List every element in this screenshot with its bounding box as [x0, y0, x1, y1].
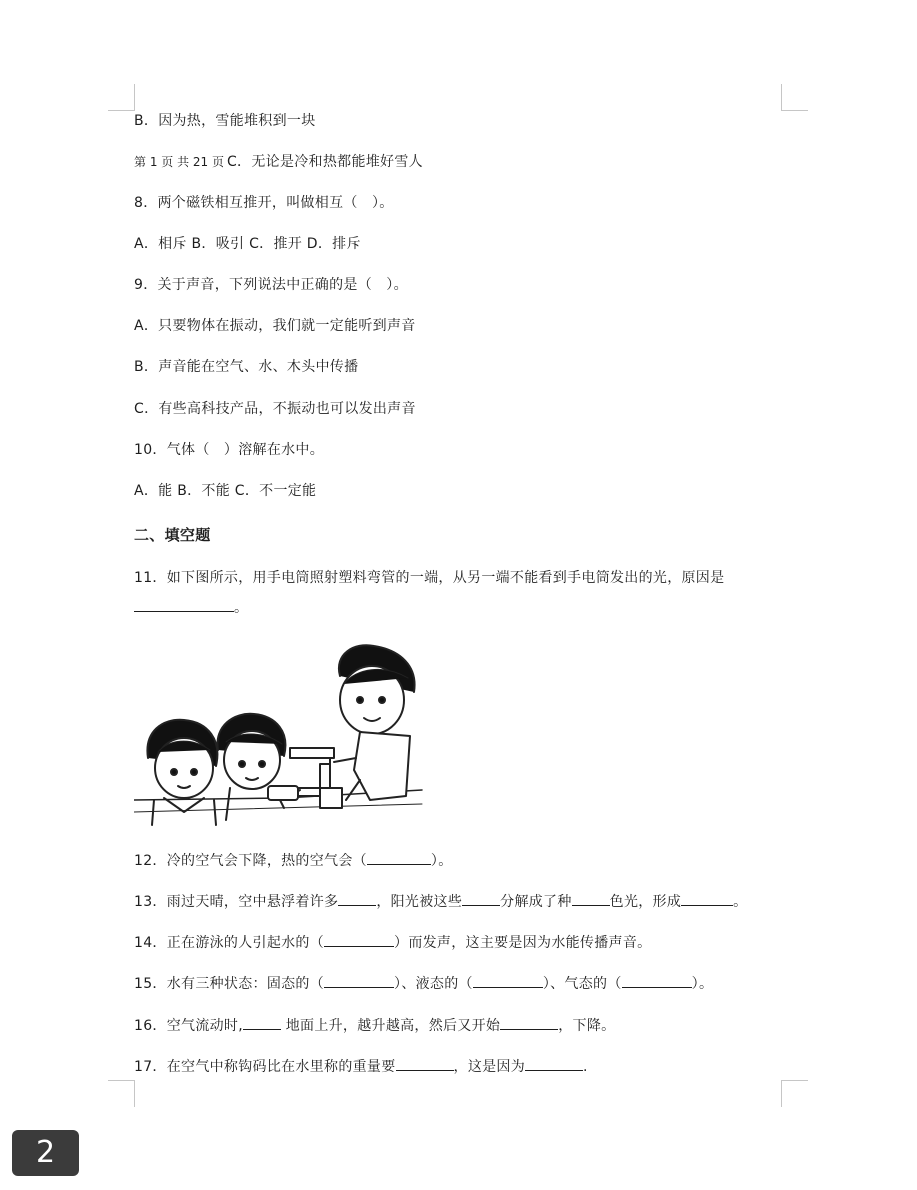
- question-9-option-c: C．有些高科技产品，不振动也可以发出声音: [134, 401, 416, 417]
- margin-mark-top-left: [108, 84, 135, 111]
- question-8-options: A．相斥 B．吸引 C．推开 D．排斥: [134, 236, 361, 252]
- question-11-answer-line: [134, 597, 248, 618]
- answer-blank[interactable]: [396, 1056, 454, 1071]
- answer-blank[interactable]: [324, 973, 394, 988]
- question-10-options: A．能 B．不能 C．不一定能: [134, 483, 317, 499]
- children-flashlight-bent-tube-illustration: [134, 640, 430, 828]
- answer-blank[interactable]: [681, 891, 733, 906]
- margin-mark-top-right: [781, 84, 808, 111]
- question-14: 14．正在游泳的人引起水的（ ）而发声，这主要是因为水能传播声音。: [134, 932, 651, 953]
- question-17: 17．在空气中称钩码比在水里称的重量要 ，这是因为 .: [134, 1056, 588, 1077]
- question-10: 10．气体（ ）溶解在水中。: [134, 442, 325, 458]
- question-8: 8．两个磁铁相互推开，叫做相互（ ）。: [134, 195, 394, 211]
- answer-blank[interactable]: [525, 1056, 583, 1071]
- question-16: 16．空气流动时, 地面上升，越升越高，然后又开始 ，下降。: [134, 1015, 615, 1036]
- q7-option-b: B．因为热，雪能堆积到一块: [134, 113, 316, 129]
- punctuation: 。: [234, 600, 249, 616]
- margin-mark-bottom-left: [108, 1080, 135, 1107]
- answer-blank[interactable]: [338, 891, 376, 906]
- question-15: 15．水有三种状态：固态的（ ）、液态的（ ）、气态的（ ）。: [134, 973, 713, 994]
- question-11: 11．如下图所示，用手电筒照射塑料弯管的一端，从另一端不能看到手电筒发出的光，原因是: [134, 570, 725, 586]
- margin-mark-bottom-right: [781, 1080, 808, 1107]
- question-9-option-b: B．声音能在空气、水、木头中传播: [134, 359, 359, 375]
- question-9-option-a: A．只要物体在振动，我们就一定能听到声音: [134, 318, 416, 334]
- answer-blank[interactable]: [367, 850, 431, 865]
- question-13: 13．雨过天晴，空中悬浮着许多 ，阳光被这些 分解成了种 色光，形成 。: [134, 891, 747, 912]
- q7-option-c: C．无论是冷和热都能堆好雪人: [226, 154, 423, 170]
- q7-option-c-line: [134, 152, 423, 172]
- answer-blank[interactable]: [243, 1015, 281, 1030]
- answer-blank[interactable]: [473, 973, 543, 988]
- section-heading-fill-in: 二、填空题: [134, 526, 211, 544]
- answer-blank[interactable]: [462, 891, 500, 906]
- page-footer: 第 1 页 共 21 页: [134, 155, 224, 169]
- question-9: 9．关于声音，下列说法中正确的是（ ）。: [134, 277, 408, 293]
- answer-blank[interactable]: [324, 932, 394, 947]
- answer-blank[interactable]: [134, 597, 234, 612]
- answer-blank[interactable]: [622, 973, 692, 988]
- answer-blank[interactable]: [500, 1015, 558, 1030]
- page-number-badge: 2: [12, 1130, 79, 1176]
- answer-blank[interactable]: [572, 891, 610, 906]
- question-12: 12．冷的空气会下降，热的空气会（ ）。: [134, 850, 453, 871]
